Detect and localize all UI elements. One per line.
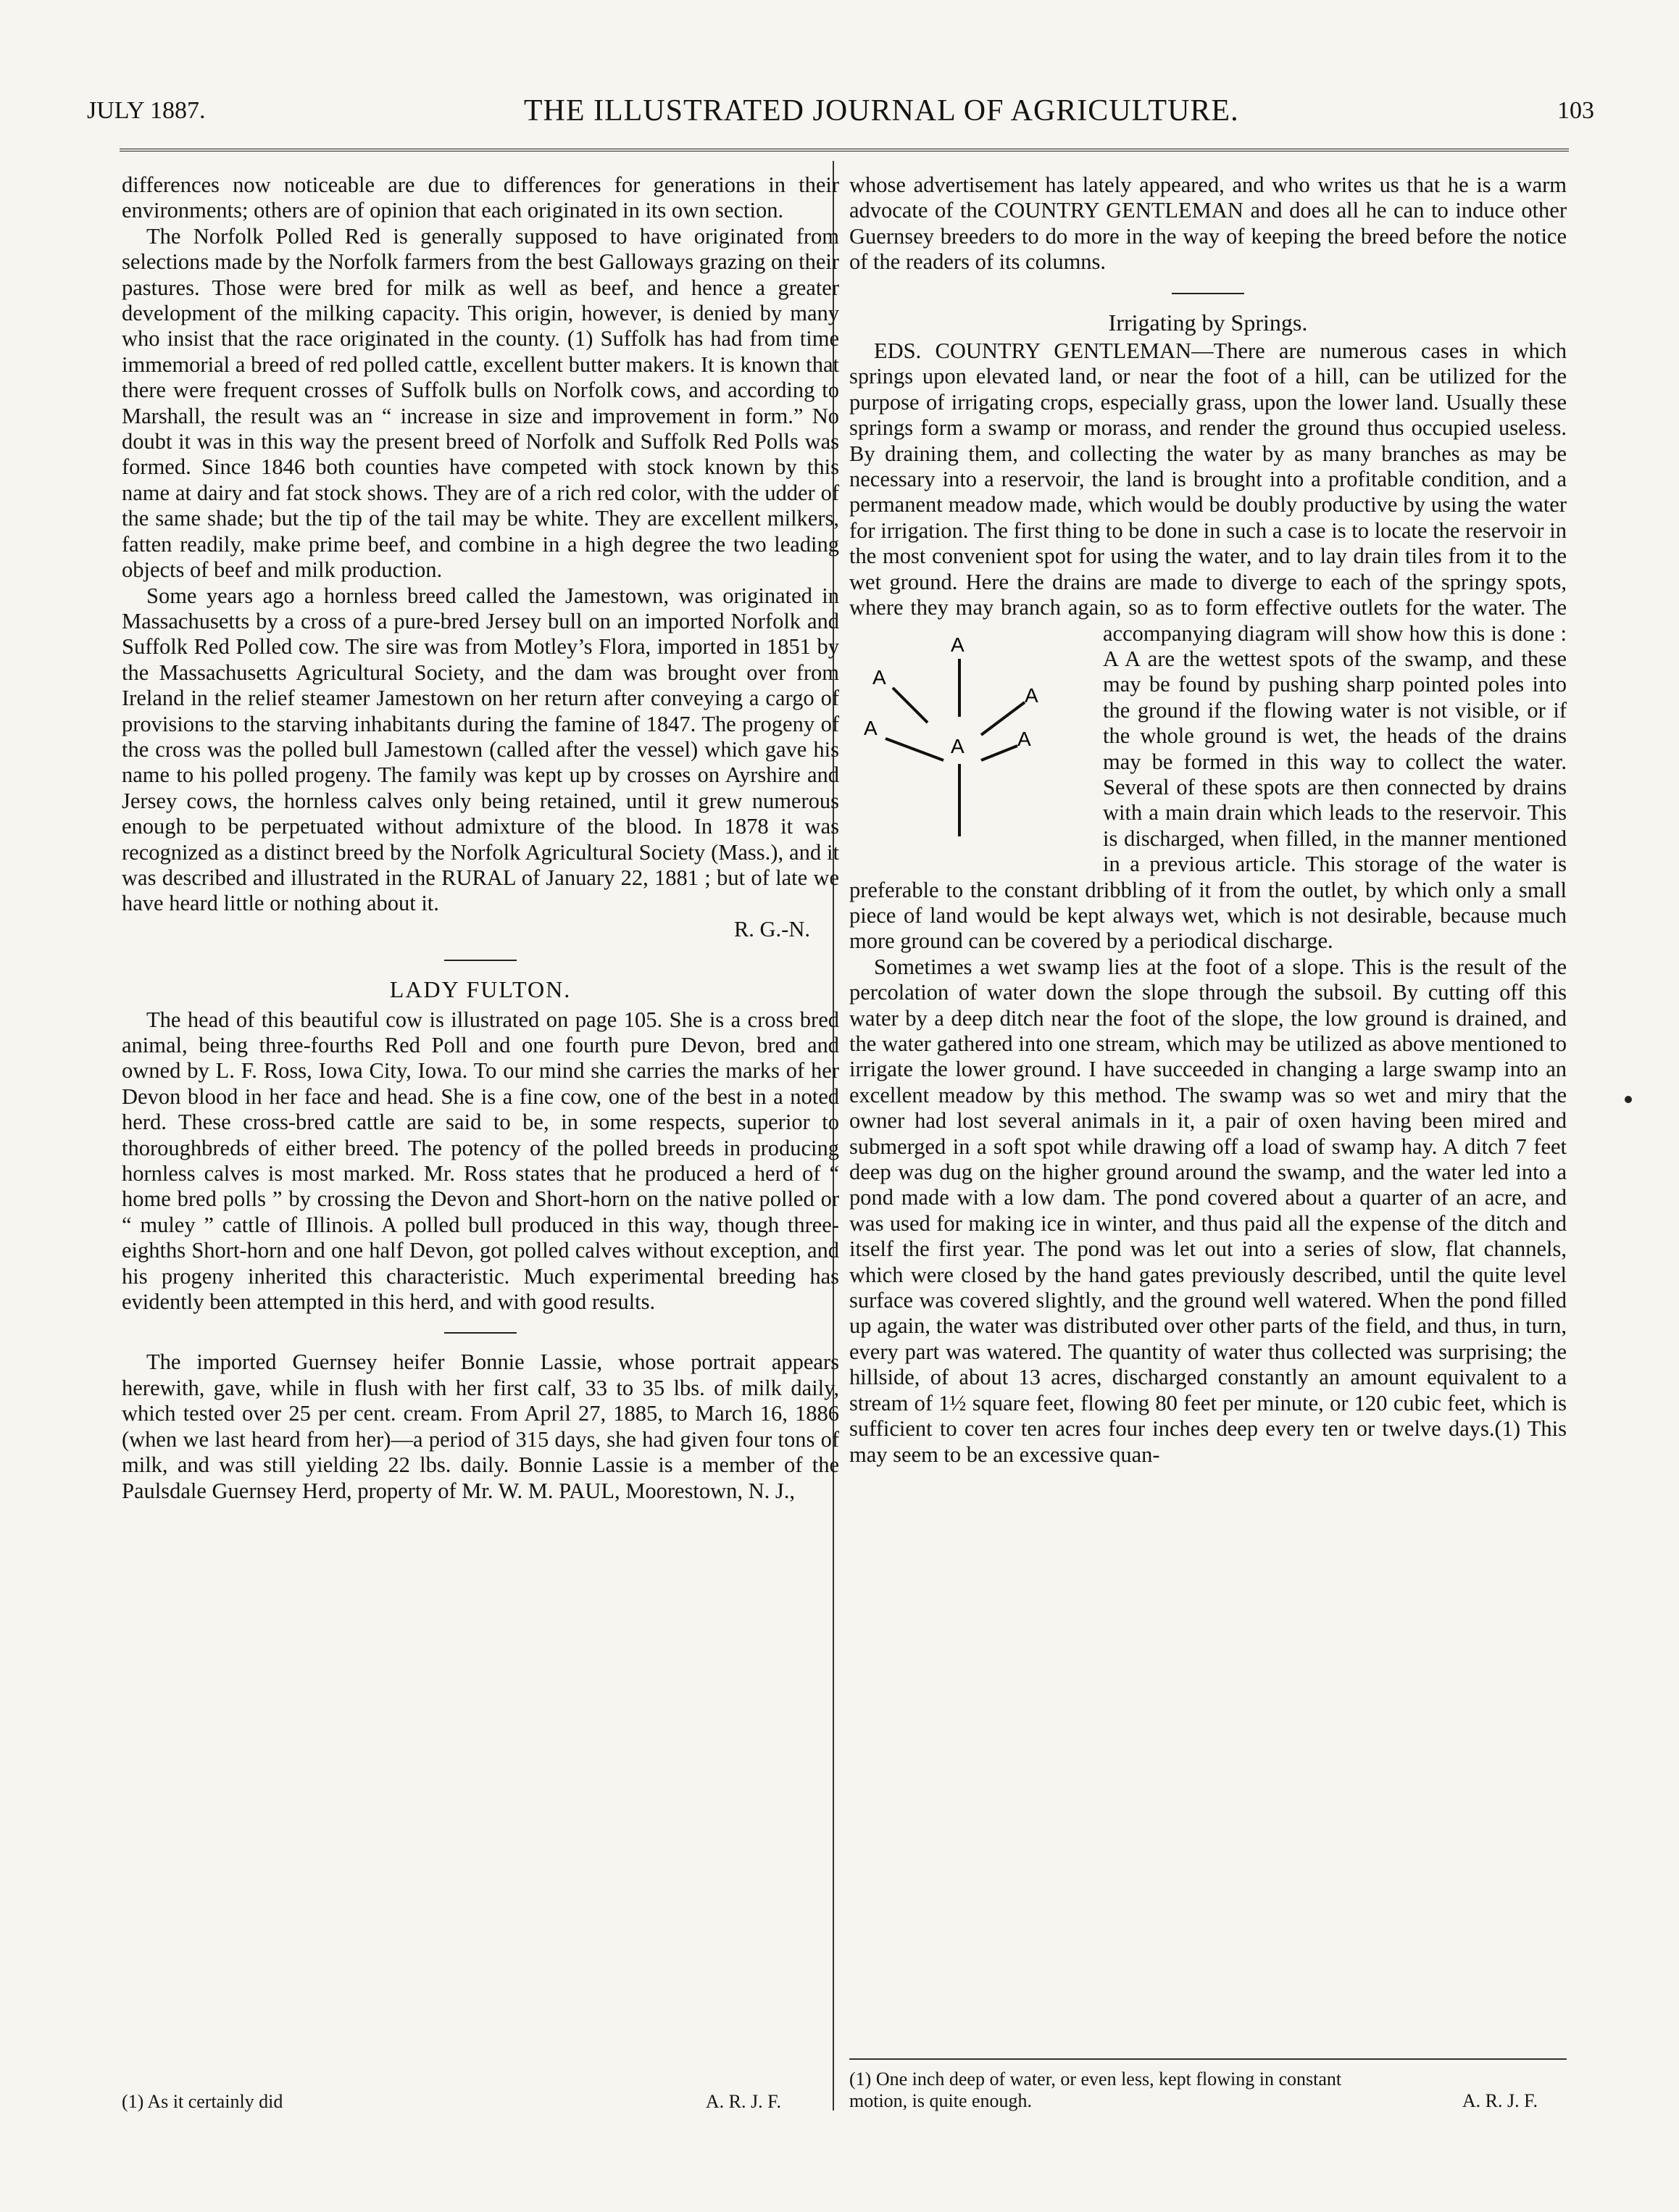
irrigating-heading: Irrigating by Springs. (1108, 309, 1308, 336)
drain-lower-left-line (886, 739, 943, 760)
irrigating-text: EDS. COUNTRY GENTLEMAN—There are numerous cases in which springs upon elevated land, or near the foot of a hill, can be utilized for the purpose of irrigating crops, especially grass, upon the lower land. Usually these springs form a swamp or morass, and render the ground thus occupied useless. By draining them, and collecting the water by as many branches as may be necessary into a reservoir, the land is brought into a profitable condition, and a permanent meadow made, which would be doubly productive by using the water for irrigation. The first thing to be done in such a case is to locate the reservoir in the most convenient spot for using the water, and to lay drain tiles from it to the wet ground. Here the drains are made to diverge to each of the springy spots, where they may branch again, so as to form effective outlets for the water. The accompanying diagram will show how this (849, 338, 1567, 646)
page-number: 103 (1557, 97, 1594, 124)
drain-upper-left-line (893, 688, 928, 723)
margin-mark (1625, 1096, 1632, 1103)
left-footnote (122, 2091, 839, 2113)
right-footnote (849, 2058, 1567, 2112)
right-paragraph-1: whose advertisement has lately appeared, and who writes us that he is a warm advocate of the COUNTRY GENTLEMAN and does all he can to induce other Guernsey breeders to do more in the way of keeping the breed before the notice of the readers of its columns. (849, 172, 1567, 275)
drain-diagram-svg (864, 630, 1081, 862)
left-paragraph-1: differences now noticeable are due to differences for generations in their environments; others are of opinion that each originated in its own section. (122, 172, 839, 223)
lady-fulton-paragraph: The head of this beautiful cow is illustrated on page 105. She is a cross bred animal, being three-fourths Red Poll and one fourth pure Devon, bred and owned by L. F. Ross, Iowa City, Iowa. To our mind she carries the marks of her Devon blood in her face and head. She is a fine cow, one of the best in a noted herd. These cross-bred cattle are said to be, in some respects, superior to thoroughbreds of either breed. The potency of the polled breeds in producing hornless calves is most marked. Mr. Ross states that he produced a herd of “ home bred polls ” by crossing the Devon and Short-horn on the native polled or “ muley ” cattle of Illinois. A polled bull produced in this way, though three-eighths Short-horn and one half Devon, got polled calves without exception, and his progeny inherited this characteristic. Much experimental breeding has evidently been attempted in this herd, and with good results. (122, 1007, 839, 1315)
swamp-paragraph: Sometimes a wet swamp lies at the foot of a slope. This is the result of the percolation of water down the slope through the subsoil. By cutting off this water by a deep ditch near the foot of the slope, the low ground is drained, and the water gathered into one stream, which may be utilized as above mentioned to irrigate the lower ground. I have succeeded in changing a large swamp into an excellent meadow by this method. The swamp was so wet and miry that the owner had lost several animals in it, a pair of oxen having been mired and submerged in a soft spot while drawing off a load of swamp hay. A ditch 7 feet deep was dug on the higher ground around the swamp, and the water led into a pond made with a low dam. The pond covered about a quarter of an acre, and was used for making ice in winter, and thus paid all the expense of the ditch and itself the first year. The pond was let out into a series of slow, flat channels, which were closed by the hand gates previously described, until the quite level surface was covered slightly, and the ground well watered. When the pond filled up again, the water was distributed over other parts of the field, and thus, in turn, every part was watered. The quantity of water thus collected was surprising; the hillside, of about 13 acres, discharged constantly an amount equivalent to a stream of 1½ square feet, flowing 80 feet per minute, or 120 cubic feet, which is sufficient to cover ten acres four inches deep every ten or twelve days.(1) This may seem to be an excessive quan- (849, 954, 1567, 1467)
right-footnote-sign: A. R. J. F. (1462, 2090, 1538, 2111)
page-header (87, 86, 1594, 136)
separator (444, 960, 517, 961)
right-footnote-line1: (1) One inch deep of water, or even less, kept flowing in constant (849, 2068, 1342, 2090)
left-column (122, 172, 839, 1504)
diagram-label-lower-left: A (864, 716, 878, 739)
left-footnote-text: (1) As it certainly did (122, 2091, 283, 2112)
rgn-signature-line (122, 917, 839, 942)
diagram-label-lower-right: A (1017, 727, 1031, 750)
header-rule (120, 149, 1569, 151)
right-footnote-line2: motion, is quite enough. (849, 2090, 1033, 2111)
journal-title: THE ILLUSTRATED JOURNAL OF AGRICULTURE. (523, 94, 1239, 128)
left-footnote-sign: A. R. J. F. (705, 2091, 781, 2112)
norfolk-polled-paragraph: The Norfolk Polled Red is generally supposed to have originated from selections made by the Norfolk farmers from the best Galloways grazing on their pastures. Those were bred for milk as well as beef, and hence a greater development of the milking capacity. This origin, however, is denied by many who insist that the race originated in the county. (1) Suffolk has had from time immemorial a breed of red polled cattle, excellent butter makers. It is known that there were frequent crosses of Suffolk bulls on Norfolk cows, and according to Marshall, the result was an “ increase in size and improvement in form.” No doubt it was in this way the present breed of Norfolk and Suffolk Red Polls was formed. Since 1846 both counties have competed with stock known by this name at dairy and fat stock shows. They are of a rich red color, with the udder of the same shade; but the tip of the tail may be white. They are excellent milkers, fatten readily, make prime beef, and combine in a high degree the two leading objects of beef and milk production. (122, 223, 839, 583)
jamestown-paragraph: Some years ago a hornless breed called the Jamestown, was originated in Massachusetts by a cross of a pure-bred Jersey bull on an imported Norfolk and Suffolk Red Polled cow. The sire was from Motley’s Flora, imported in 1851 by the Massachusetts Agricultural Society, and the dam was brought over from Ireland in the relief steamer Jamestown on her return after conveying a cargo of provisions to the starving inhabitants during the famine of 1847. The progeny of the cross was the polled bull Jamestown (called after the vessel) which gave his name to his polled progeny. The family was kept up by crosses on Ayrshire and Jersey cows, the hornless calves only being retained, until it grew numerous enough to be perpetuated without admixture of the blood. In 1878 it was recognized as a distinct breed by the Norfolk Agricultural Society (Mass.), and it was described and illustrated in the RURAL of January 22, 1881 ; but of late we have heard little or nothing about it. (122, 583, 839, 916)
diagram-label-top: A (951, 633, 965, 656)
separator (444, 1332, 517, 1334)
diagram-label-upper-left: A (872, 665, 886, 689)
diagram-label-center: A (951, 734, 965, 757)
irrigating-paragraph: EDS. COUNTRY GENTLEMAN—There are numerous cases in which springs upon elevated land, or near the foot of a hill, can be utilized for the purpose of irrigating crops, especially grass, upon the lower land. Usually these springs form a swamp or morass, and render the ground thus occupied useless. By draining them, and collecting the water by as many branches as may be necessary into a reservoir, the land is brought into a profitable condition, and a permanent meadow made, which would be doubly productive by using the water for irrigation. The first thing to be done in such a case is to locate the reservoir in the most convenient spot for using the water, and to lay drain tiles from it to the wet ground. Here the drains are made to diverge to each of the springy spots, where they may branch again, so as to form effective outlets for the water. The accompanying diagram will show how this is done : A A are the wettest spots of the swamp, and these may be found by pushing sharp pointed poles into the ground if the flowing water is not visible, or if the whole ground is wet, the heads of the drains may be formed in this way to collect the water. Several of these spots are then connected by drains with a main drain which leads to the reservoir. This is discharged, when filled, in the manner mentioned in a previous article. This storage of the water is preferable to the constant dribbling of it from the outlet, by which only a small piece of land would be kept always wet, which is not desirable, because much more ground can be covered by a periodical discharge. (849, 338, 1567, 954)
drain-diagram (864, 630, 1081, 862)
diagram-label-upper-right: A (1025, 683, 1038, 707)
rgn-signature: R. G.-N. (733, 916, 810, 941)
guernsey-paragraph: The imported Guernsey heifer Bonnie Lassie, whose portrait appears herewith, gave, while in flush with her first calf, 33 to 35 lbs. of milk daily, which tested over 25 per cent. cream. From April 27, 1885, to March 16, 1886 (when we last heard from her)—a period of 315 days, she had given four tons of milk, and was still yielding 22 lbs. daily. Bonnie Lassie is a member of the Paulsdale Guernsey Herd, property of Mr. W. M. PAUL, Moorestown, N. J., (122, 1350, 839, 1503)
separator (1172, 293, 1244, 294)
issue-date: JULY 1887. (87, 97, 206, 124)
lady-fulton-heading: LADY FULTON. (389, 976, 572, 1003)
drain-lower-right-line (981, 746, 1017, 760)
